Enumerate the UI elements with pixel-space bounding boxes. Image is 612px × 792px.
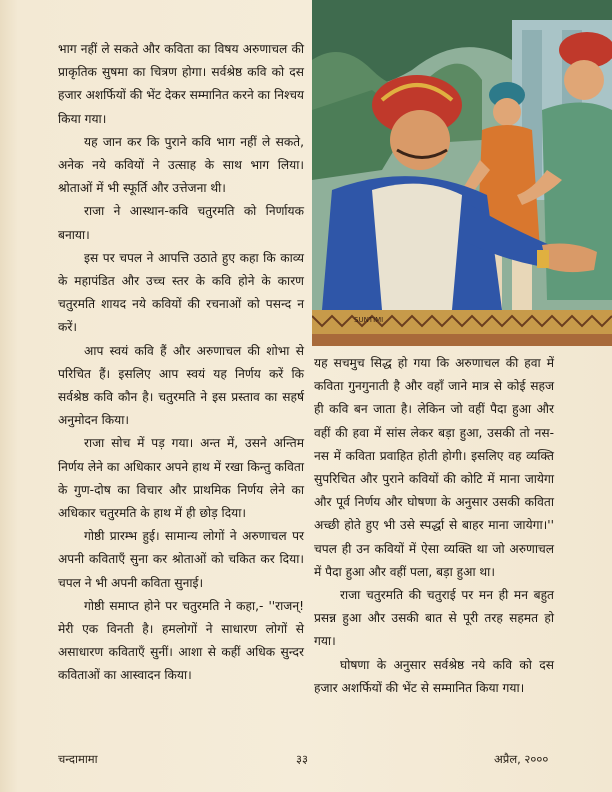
paragraph: आप स्वयं कवि हैं और अरुणाचल की शोभा से परिचित हैं। इसलिए आप स्वयं यह निर्णय करें कि सर्वश्रेष्ठ कवि कौन है। चतुरमति ने इस प्रस्ताव का सहर्ष अनुमोदन किया। <box>58 343 304 428</box>
paragraph: इस पर चपल ने आपत्ति उठाते हुए कहा कि काव्य के महापंडित और उच्च स्तर के कवि होने के कारण चतुरमति शायद नये कवियों की रचनाओं को पसन्द न करें। <box>58 250 304 335</box>
paragraph: भाग नहीं ले सकते और कविता का विषय अरुणाचल की प्राकृतिक सुषमा का चित्रण होगा। सर्वश्रेष्ठ कवि को दस हजार अशर्फियों की भेंट देकर सम्मानित करने का निश्चय किया गया। <box>58 42 304 126</box>
story-illustration <box>312 0 612 346</box>
artist-signature: SUNTIMI <box>354 316 384 324</box>
left-text-column <box>58 38 304 688</box>
right-text-column <box>314 352 554 700</box>
magazine-name: चन्दामामा <box>58 752 98 766</box>
paragraph: राजा सोच में पड़ गया। अन्त में, उसने अन्तिम निर्णय लेने का अधिकार अपने हाथ में रखा किन्तु कविता के गुण-दोष का विचार और प्राथमिक निर्णय लेने का अधिकार चतुरमति के हाथ में ही छोड़ दिया। <box>58 436 304 521</box>
page-number: ३३ <box>296 752 308 766</box>
issue-date: अप्रैल, २००० <box>494 752 549 766</box>
paragraph: गोष्ठी प्रारम्भ हुई। सामान्य लोगों ने अरुणाचल पर अपनी कविताएँ सुना कर श्रोताओं को चकित कर दिया। चपल ने भी अपनी कविता सुनाई। <box>58 529 304 590</box>
paragraph: राजा ने आस्थान-कवि चतुरमति को निर्णायक बनाया। <box>58 204 304 242</box>
paragraph: घोषणा के अनुसार सर्वश्रेष्ठ नये कवि को दस हजार अशर्फियों की भेंट से सम्मानित किया गया। <box>314 657 554 695</box>
paragraph: यह जान कर कि पुराने कवि भाग नहीं ले सकते, अनेक नये कवियों ने उत्साह के साथ भाग लिया। श्रोताओं में भी स्फूर्ति और उत्तेजना थी। <box>58 134 304 196</box>
paragraph: यह सचमुच सिद्ध हो गया कि अरुणाचल की हवा में कविता गुनगुनाती है और वहाँ जाने मात्र से कोई सहज ही कवि बन जाता है। लेकिन जो वहीं पैदा हुआ और वहीं की हवा में सांस लेकर बड़ा हुआ, उसकी तो नस-नस में कविता प्रवाहित होती होगी। इसलिए वह व्यक्ति सुपरिचित और पुराने कवियों की कोटि में माना जायेगा और पूर्व निर्णय और घोषणा के अनुसार उसकी कविता अच्छी होते हुए भी उसे स्पर्द्धा से बाहर माना जायेगा।'' चपल ही उन कवियों में ऐसा व्यक्ति था जो अरुणाचल में पैदा हुआ और वहीं पला, बड़ा हुआ था। <box>314 356 554 579</box>
paragraph: राजा चतुरमति की चतुराई पर मन ही मन बहुत प्रसन्न हुआ और उसकी बात से पूरी तरह सहमत हो गया। <box>314 588 554 649</box>
paragraph: गोष्ठी समाप्त होने पर चतुरमति ने कहा,- ''राजन्! मेरी एक विनती है। हमलोगों ने साधारण लोगों से असाधारण कविताएँ सुनीं। आशा से कहीं अधिक सुन्दर कविताओं का आस्वादन किया। <box>58 598 304 683</box>
